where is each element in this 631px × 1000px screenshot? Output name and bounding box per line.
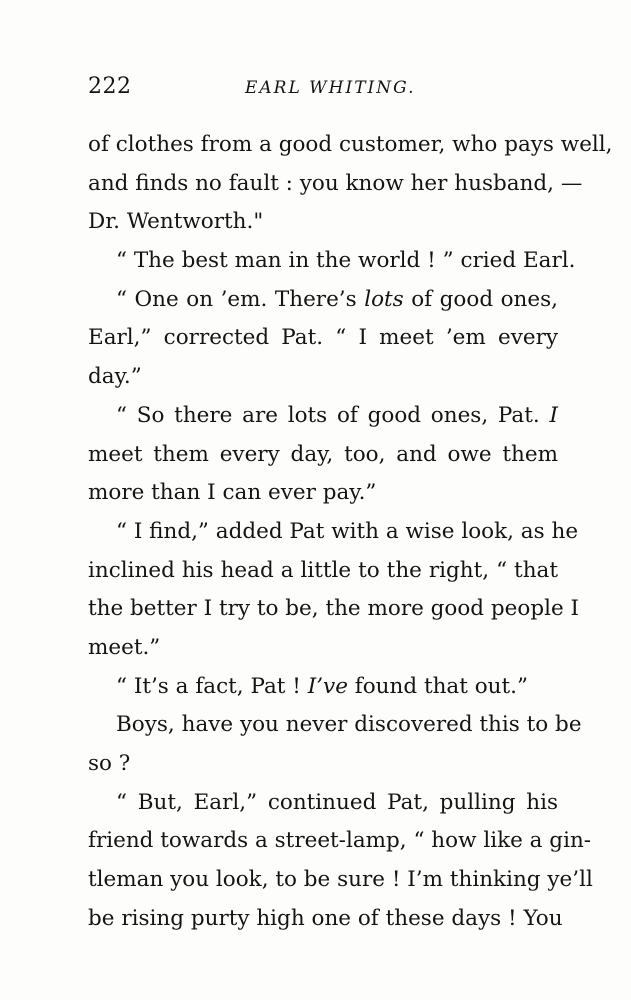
text-line: Dr. Wentworth." (88, 209, 264, 235)
page-number: 222 (88, 74, 132, 99)
text-line: day.” (88, 364, 142, 390)
text-line: “ But, Earl,” continued Pat, pulling his (116, 789, 558, 815)
text-line: “ One on ’em. There’s lots of good ones, (116, 286, 558, 312)
text-line: “ It’s a fact, Pat ! I’ve found that out.” (116, 673, 528, 699)
text-line: and finds no fault : you know her husband, — (88, 170, 583, 196)
text-line: meet.” (88, 634, 161, 660)
text-line: the better I try to be, the more good people I (88, 596, 580, 622)
text-line: of clothes from a good customer, who pays well, (88, 132, 613, 157)
text-line: be rising purty high one of these days ! You (88, 905, 563, 931)
body-text (88, 126, 613, 938)
text-line: “ The best man in the world ! ” cried Earl. (116, 248, 576, 274)
text-line: tleman you look, to be sure ! I’m thinking ye’ll (88, 867, 593, 893)
text-line: meet them every day, too, and owe them (88, 441, 558, 467)
text-line: friend towards a street-lamp, “ how like a gin- (88, 828, 592, 854)
text-line: more than I can ever pay.” (88, 480, 377, 506)
text-line: Boys, have you never discovered this to be (116, 712, 582, 738)
text-line: Earl,” corrected Pat. “ I meet ’em every (88, 325, 558, 351)
text-line: inclined his head a little to the right, “ that (88, 557, 558, 583)
text-line: “ I find,” added Pat with a wise look, as he (116, 518, 579, 544)
running-head: EARL WHITING. (245, 78, 416, 98)
text-line: “ So there are lots of good ones, Pat. I (116, 402, 558, 428)
text-line: so ? (88, 751, 131, 776)
